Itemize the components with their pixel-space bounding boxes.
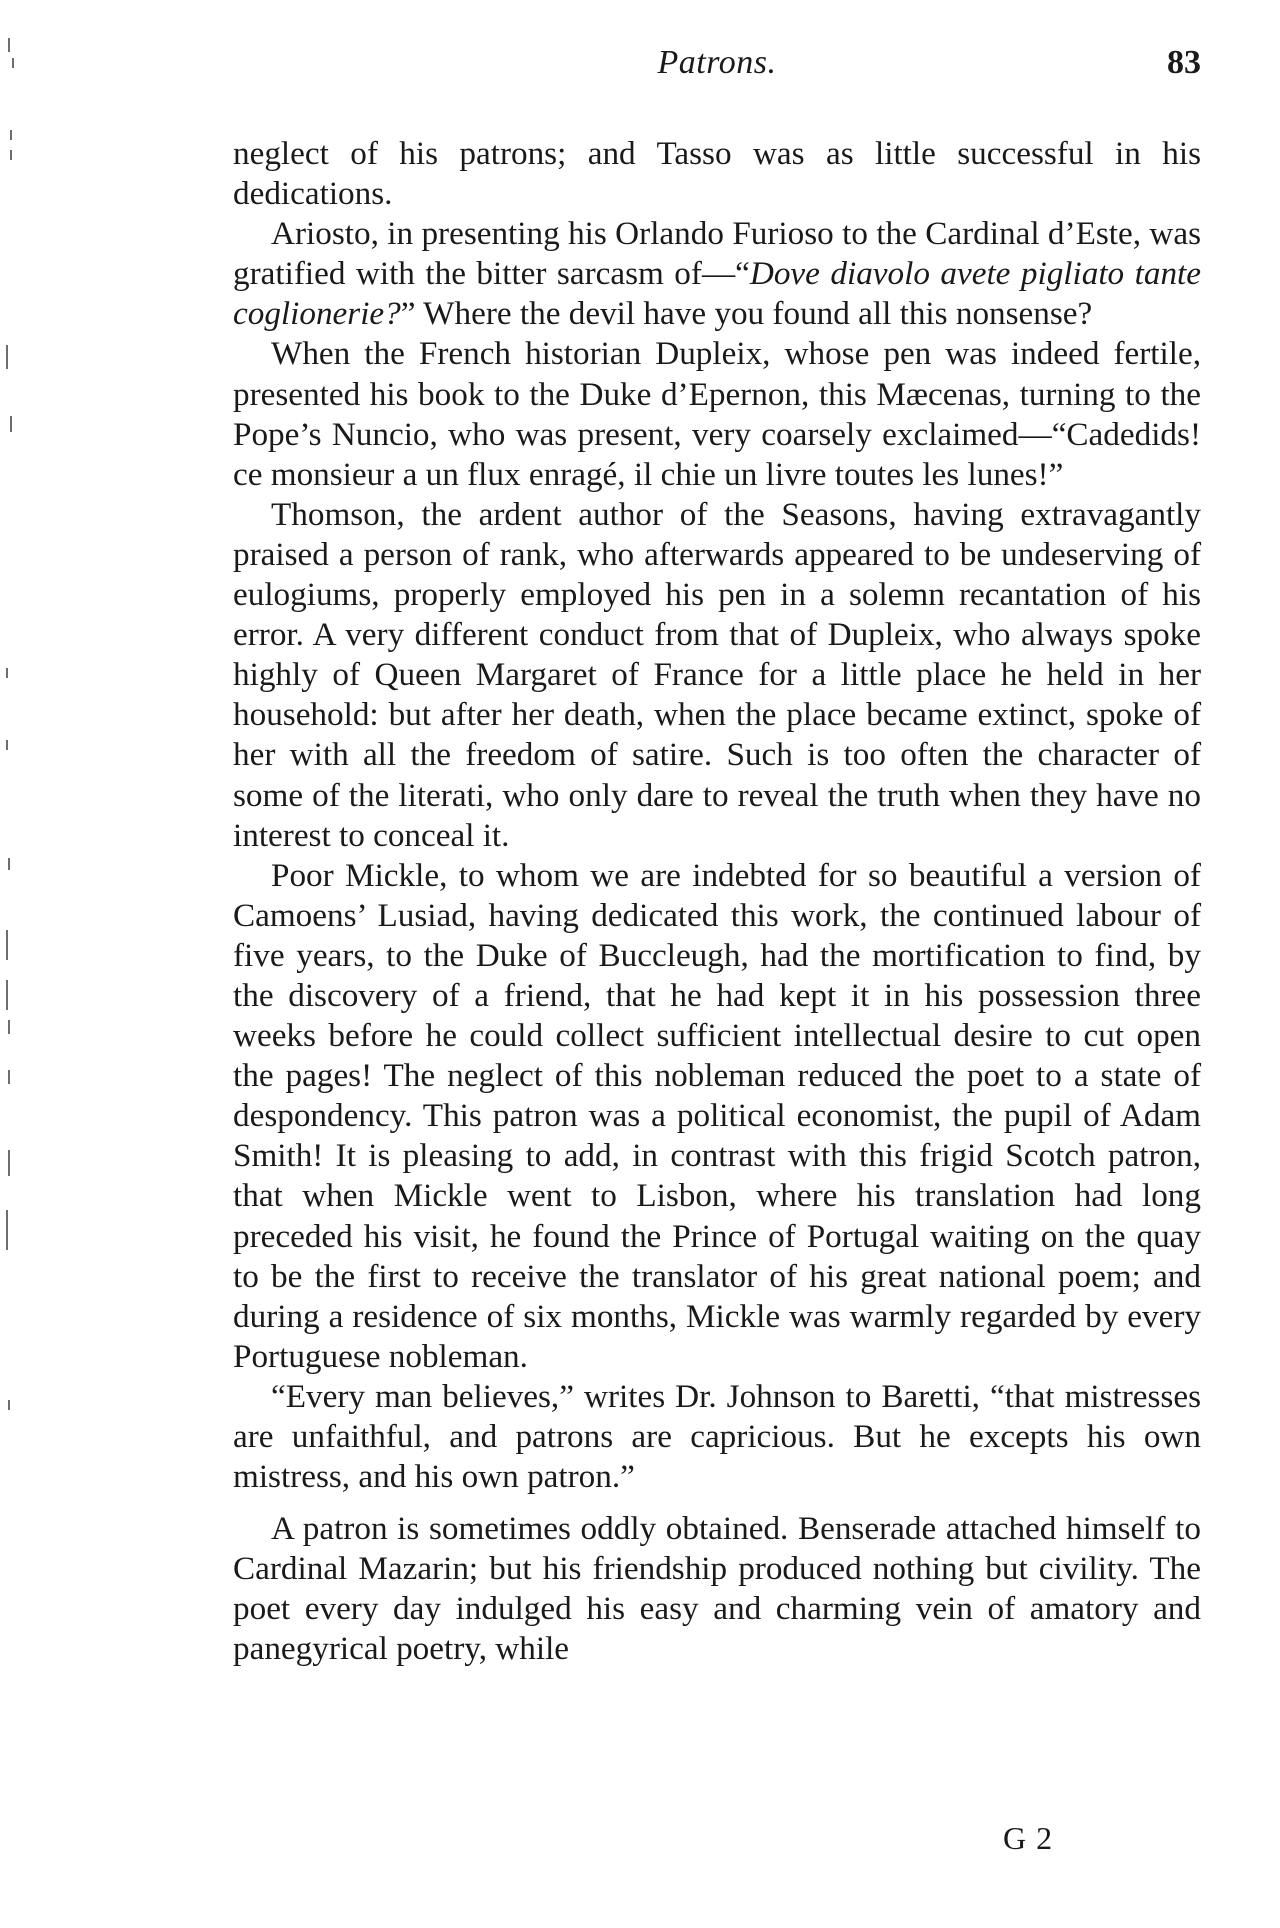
paragraph: Thomson, the ardent author of the Seasons, having extravagantly praised a person of rank, who afterwards appeared to be undeserving of eulogiums, properly employed his pen in a solemn recantation of his error. A very different conduct from that of Dupleix, who always spoke highly of Queen Margaret of France for a little place he held in her household: but after her death, when the place became extinct, spoke of her with all the freedom of satire. Such is too often the character of some of the literati, who only dare to reveal the truth when they have no interest to conceal it.: [233, 495, 1201, 854]
paragraph-ariosto: [233, 214, 1201, 334]
signature-mark: G 2: [1003, 1820, 1054, 1856]
page-number: 83: [1167, 44, 1201, 81]
quote-translation: ” Where the devil have you found all this nonsense?: [400, 295, 1093, 333]
paragraph: When the French historian Dupleix, whose pen was indeed fertile, presented his book to the Duke d’Epernon, this Mæcenas, turning to the Pope’s Nuncio, who was present, very coarsely exclaimed—“Cadedids! ce monsieur a un flux enragé, il chie un livre toutes les lunes!”: [233, 335, 1201, 493]
running-head: [233, 40, 1201, 100]
paragraph-text: Ariosto, in presenting his Orlando Furioso to the Cardinal d’Este, was gratified with the bitter sarcasm of—“: [233, 215, 1201, 293]
left-margin-marks: [0, 0, 30, 1928]
paragraph: “Every man believes,” writes Dr. Johnson to Baretti, “that mistresses are unfaithful, and patrons are capricious. But he excepts his own mistress, and his own patron.”: [233, 1377, 1201, 1496]
book-page: [233, 40, 1201, 1900]
body-text: [233, 134, 1201, 1670]
italian-quote: Dove diavolo avete pigliato tante coglionerie?: [233, 255, 1201, 333]
paragraph: neglect of his patrons; and Tasso was as little successful in his dedications.: [233, 135, 1201, 213]
paragraph: A patron is sometimes oddly obtained. Benserade attached himself to Cardinal Mazarin; but his friendship produced nothing but civility. The poet every day indulged his easy and charming vein of amatory and panegyrical poetry, while: [233, 1510, 1201, 1668]
running-title: Patrons.: [657, 44, 777, 81]
paragraph: Poor Mickle, to whom we are indebted for so beautiful a version of Camoens’ Lusiad, having dedicated this work, the continued labour of five years, to the Duke of Buccleugh, had the mortification to find, by the discovery of a friend, that he had kept it in his possession three weeks before he could collect sufficient intellectual desire to cut open the pages! The neglect of this nobleman reduced the poet to a state of despondency. This patron was a political economist, the pupil of Adam Smith! It is pleasing to add, in contrast with this frigid Scotch patron, that when Mickle went to Lisbon, where his translation had long preceded his visit, he found the Prince of Portugal waiting on the quay to be the first to receive the translator of his great national poem; and during a residence of six months, Mickle was warmly regarded by every Portuguese nobleman.: [233, 856, 1201, 1375]
